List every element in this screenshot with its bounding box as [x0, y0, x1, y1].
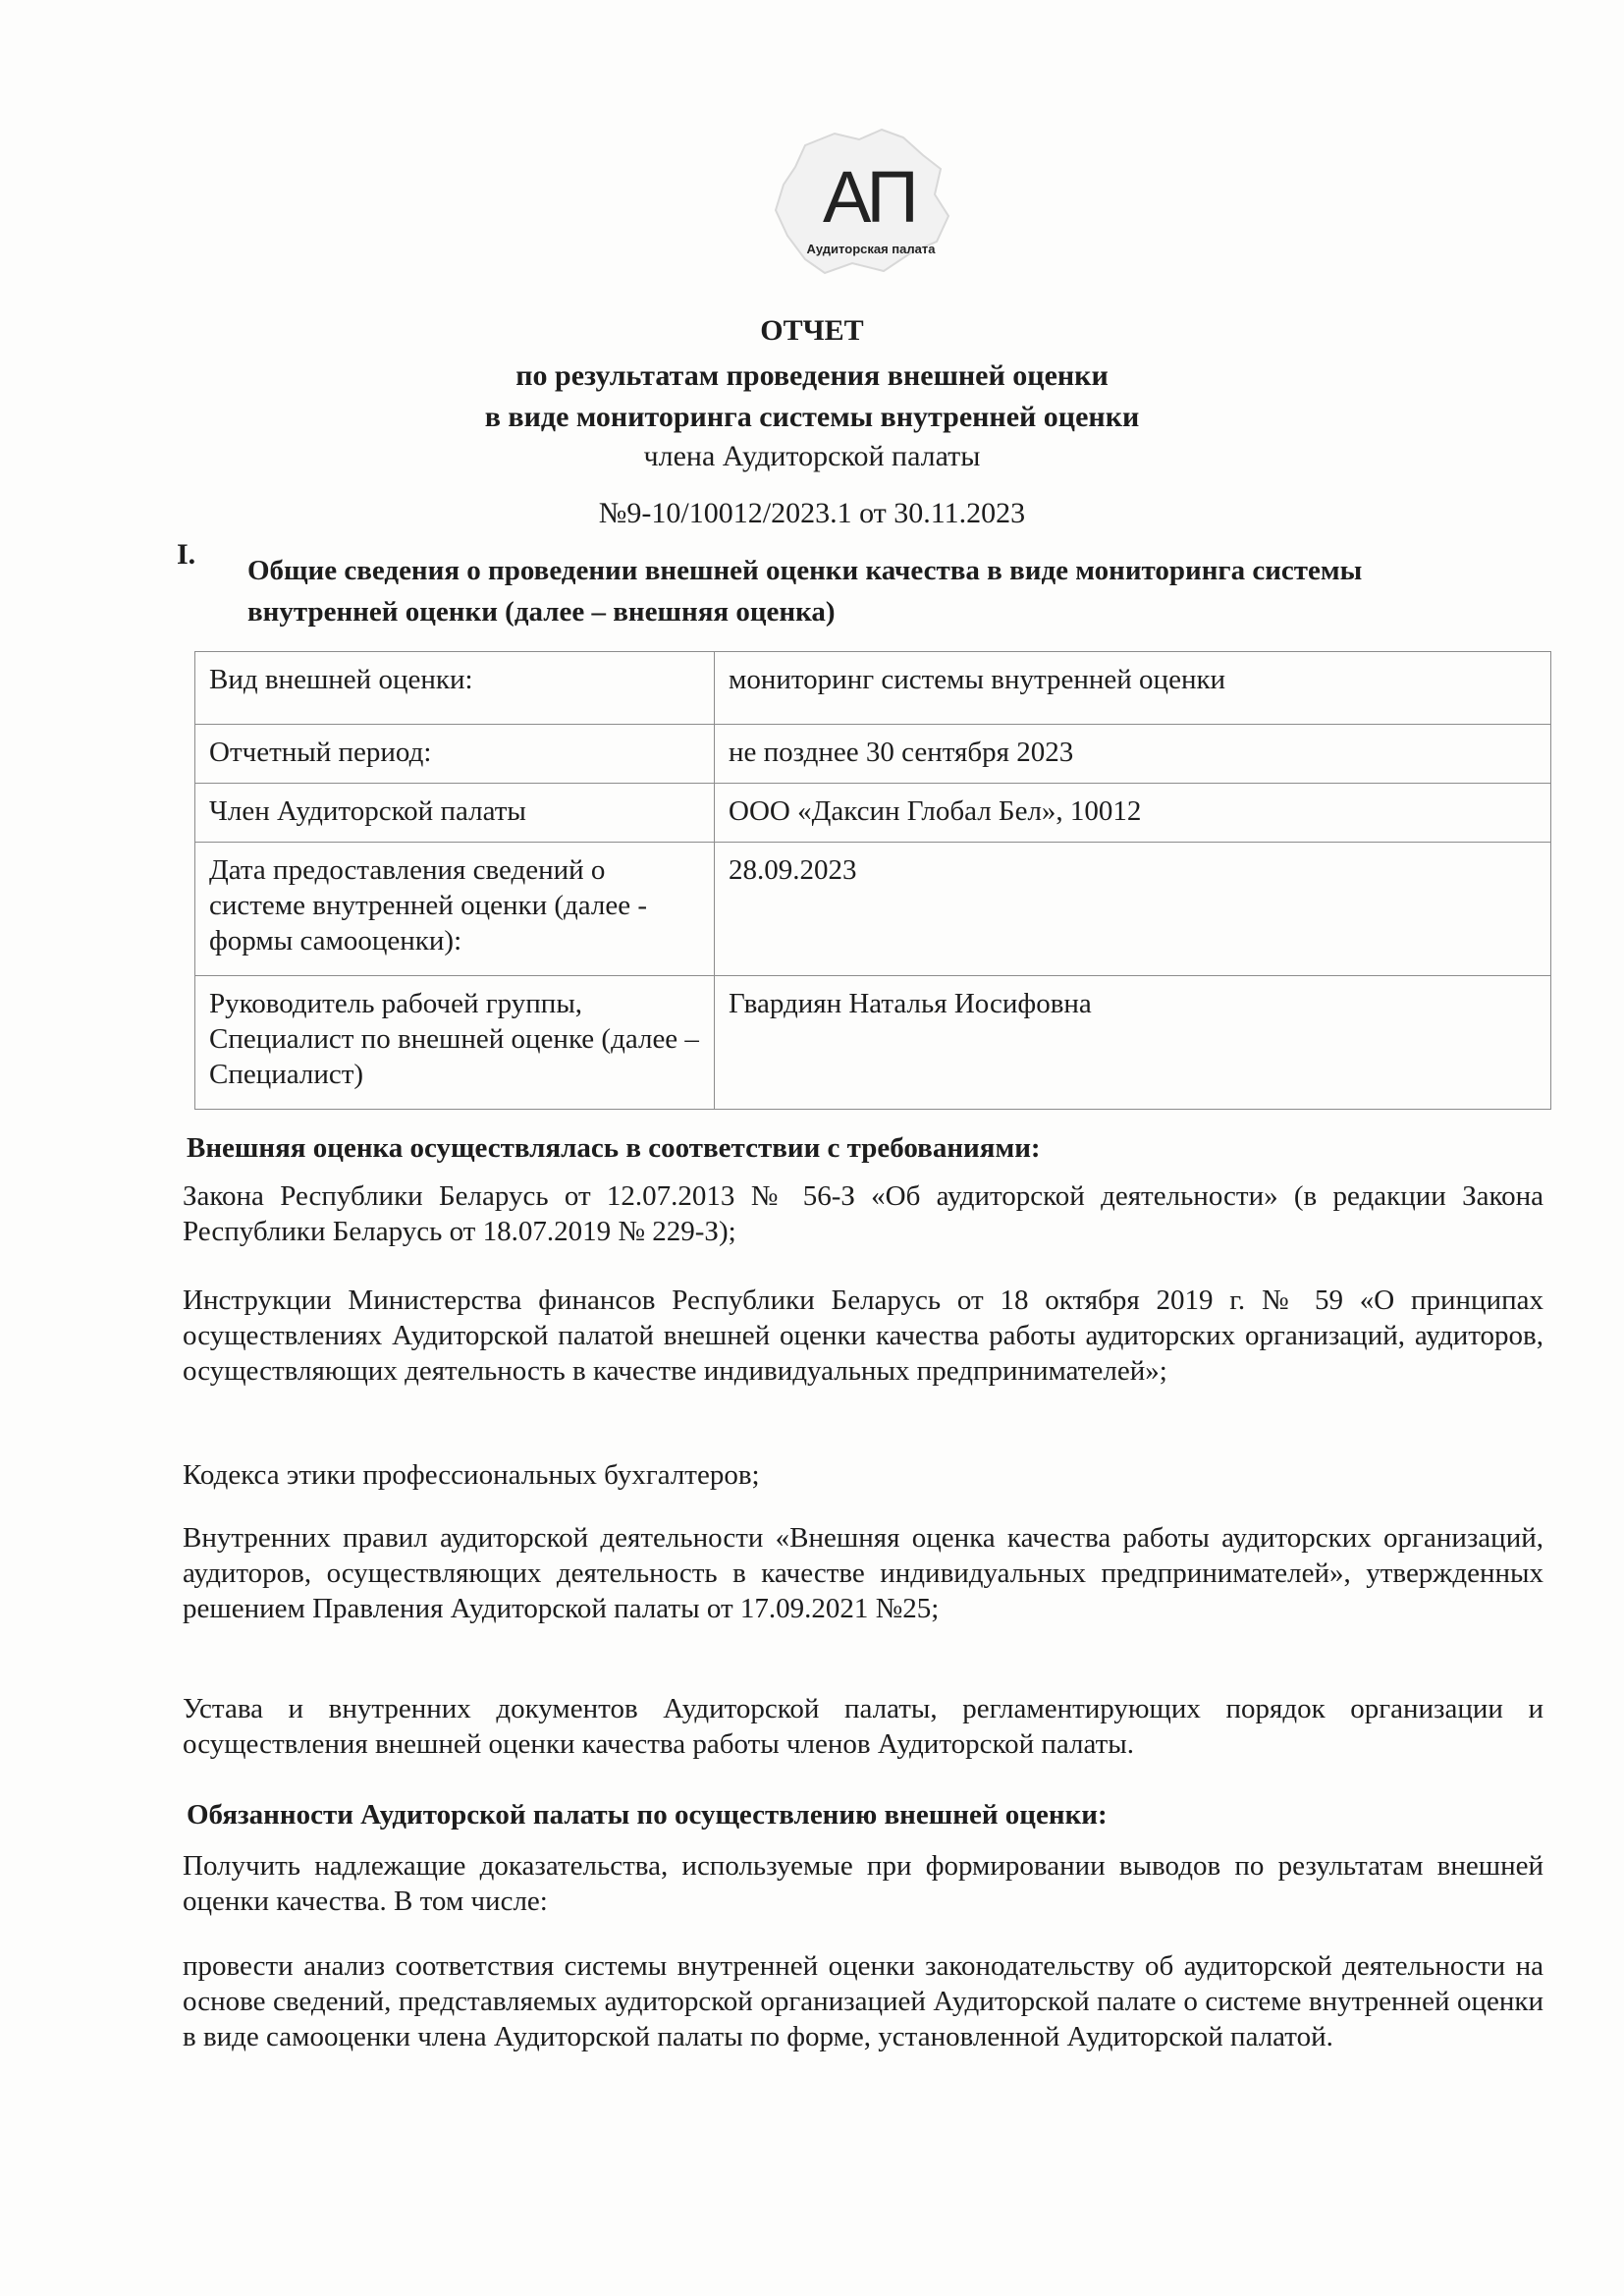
table-value: ООО «Даксин Глобал Бел», 10012 — [715, 784, 1551, 843]
report-subtitle-2: в виде мониторинга системы внутренней оценки — [484, 401, 1140, 433]
table-key: Руководитель рабочей группы, Специалист по внешней оценке (далее – Специалист) — [195, 976, 715, 1110]
table-key: Член Аудиторской палаты — [195, 784, 715, 843]
duties-heading: Обязанности Аудиторской палаты по осуществлению внешней оценки: — [187, 1799, 1108, 1831]
logo-org-name: Аудиторская палата — [806, 242, 936, 256]
logo-letters: АП — [823, 156, 915, 238]
section-number: I. — [177, 538, 196, 571]
requirement-item: Инструкции Министерства финансов Республики Беларусь от 18 октября 2019 г. № 59 «О принципах осуществлениях Аудиторской палатой внешней оценки качества работы аудиторских организаций, аудиторов, осуществляющих деятельность в качестве индивидуальных предпринимателей»; — [183, 1285, 1543, 1387]
requirement-item: Устава и внутренних документов Аудиторской палаты, регламентирующих порядок организации и осуществления внешней оценки качества работы членов Аудиторской палаты. — [183, 1693, 1543, 1760]
table-value: 28.09.2023 — [715, 843, 1551, 976]
table-key: Отчетный период: — [195, 725, 715, 784]
table-row — [195, 784, 1551, 843]
table-row — [195, 976, 1551, 1110]
table-key: Вид внешней оценки: — [195, 652, 715, 725]
auditor-chamber-logo — [766, 126, 962, 293]
requirement-item: Внутренних правил аудиторской деятельности «Внешняя оценка качества работы аудиторских организаций, аудиторов, осуществляющих деятельность в качестве индивидуальных предпринимателей», утвержденных решением Правления Аудиторской палаты от 17.09.2021 №25; — [183, 1522, 1543, 1624]
requirement-item: Закона Республики Беларусь от 12.07.2013 № 56-З «Об аудиторской деятельности» (в редакции Закона Республики Беларусь от 18.07.2019 № 229-З); — [183, 1180, 1543, 1247]
table-key: Дата предоставления сведений о системе внутренней оценки (далее - формы самооценки): — [195, 843, 715, 976]
table-row — [195, 652, 1551, 725]
section-title: Общие сведения о проведении внешней оценки качества в виде мониторинга системы внутренней оценки (далее – внешняя оценка) — [247, 555, 1363, 628]
table-row — [195, 725, 1551, 784]
report-subtitle-1: по результатам проведения внешней оценки — [515, 359, 1109, 392]
table-value: мониторинг системы внутренней оценки — [715, 652, 1551, 725]
info-table — [194, 651, 1551, 1110]
report-number: №9-10/10012/2023.1 от 30.11.2023 — [598, 497, 1026, 529]
report-subtitle-3: члена Аудиторской палаты — [643, 440, 981, 472]
duty-item: Получить надлежащие доказательства, используемые при формировании выводов по результатам внешней оценки качества. В том числе: — [183, 1850, 1543, 1917]
requirement-item: Кодекса этики профессиональных бухгалтеров; — [183, 1459, 760, 1491]
duty-item: провести анализ соответствия системы внутренней оценки законодательству об аудиторской деятельности на основе сведений, представляемых аудиторской организацией Аудиторской палате о системе внутренней оценки в виде самооценки члена Аудиторской палаты по форме, установленной Аудиторской палатой. — [183, 1950, 1543, 2052]
table-value: Гвардиян Наталья Иосифовна — [715, 976, 1551, 1110]
table-row — [195, 843, 1551, 976]
requirements-heading: Внешняя оценка осуществлялась в соответствии с требованиями: — [187, 1132, 1041, 1164]
table-value: не позднее 30 сентября 2023 — [715, 725, 1551, 784]
report-title: ОТЧЕТ — [760, 314, 864, 347]
